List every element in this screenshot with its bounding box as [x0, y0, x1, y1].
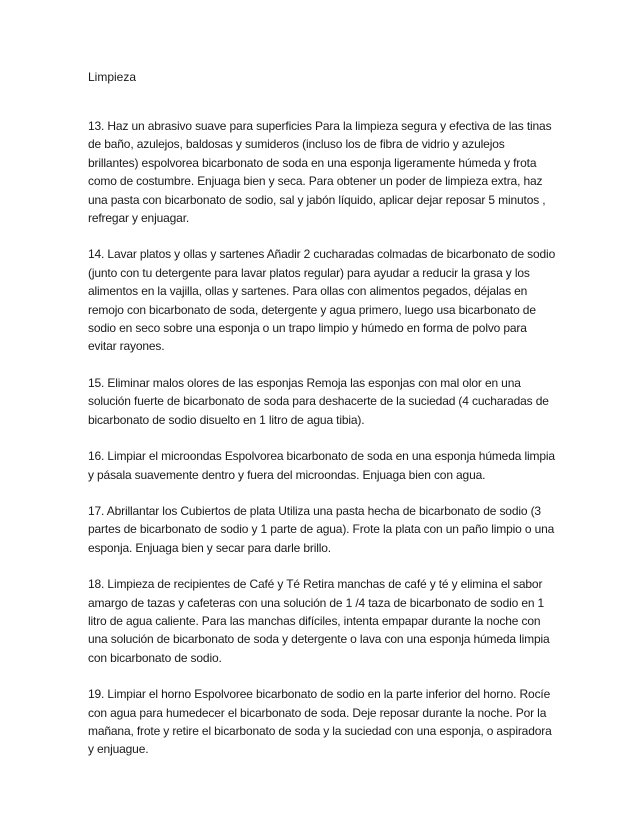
paragraph-item-16: 16. Limpiar el microondas Espolvorea bicarbonato de soda en una esponja húmeda limpia y pásala suavemente dentro y fuera del microondas. Enjuaga bien con agua. [88, 449, 555, 482]
document-heading: Limpieza [88, 70, 137, 84]
document-page [88, 68, 558, 777]
paragraph-item-13: 13. Haz un abrasivo suave para superficies Para la limpieza segura y efectiva de las tinas de baño, azulejos, baldosas y sumideros (incluso los de fibra de vidrio y azulejos brillantes) espolvorea bicarbonato de soda en una esponja ligeramente húmeda y frota como de costumbre. Enjuaga bien y seca. Para obtener un poder de limpieza extra, haz una pasta con bicarbonato de sodio, sal y jabón líquido, aplicar dejar reposar 5 minutos , refregar y enjuagar. [88, 119, 552, 226]
paragraph-item-18: 18. Limpieza de recipientes de Café y Té Retira manchas de café y té y elimina el sabor amargo de tazas y cafeteras con una solución de 1 /4 taza de bicarbonato de sodio en 1 litro de agua caliente. Para las manchas difíciles, intenta empapar durante la noche con una solución de bicarbonato de soda y detergente o lava con una esponja húmeda limpia con bicarbonato de sodio. [88, 577, 550, 665]
paragraph-item-17: 17. Abrillantar los Cubiertos de plata Utiliza una pasta hecha de bicarbonato de sodio (3 partes de bicarbonato de sodio y 1 parte de agua). Frote la plata con un paño limpio o una esponja. Enjuaga bien y secar para darle brillo. [88, 503, 555, 555]
paragraph-item-14: 14. Lavar platos y ollas y sartenes Añadir 2 cucharadas colmadas de bicarbonato de sodio (junto con tu detergente para lavar platos regular) para ayudar a reducir la grasa y los alimentos en la vajilla, ollas y sartenes. Para ollas con alimentos pegados, déjalas en remojo con bicarbonato de soda, detergente y agua primero, luego usa bicarbonato de sodio en seco sobre una esponja o un trapo limpio y húmedo en forma de polvo para evitar rayones. [88, 247, 556, 354]
paragraph-item-15: 15. Eliminar malos olores de las esponjas Remoja las esponjas con mal olor en una solución fuerte de bicarbonato de soda para deshacerte de la suciedad (4 cucharadas de bicarbonato de sodio disuelto en 1 litro de agua tibia). [88, 375, 549, 427]
paragraph-item-19: 19. Limpiar el horno Espolvoree bicarbonato de sodio en la parte inferior del horno. Rocíe con agua para humedecer el bicarbonato de soda. Deje reposar durante la noche. Por la mañana, frote y retire el bicarbonato de soda y la suciedad con una esponja, o aspiradora y enjuague. [88, 687, 552, 757]
